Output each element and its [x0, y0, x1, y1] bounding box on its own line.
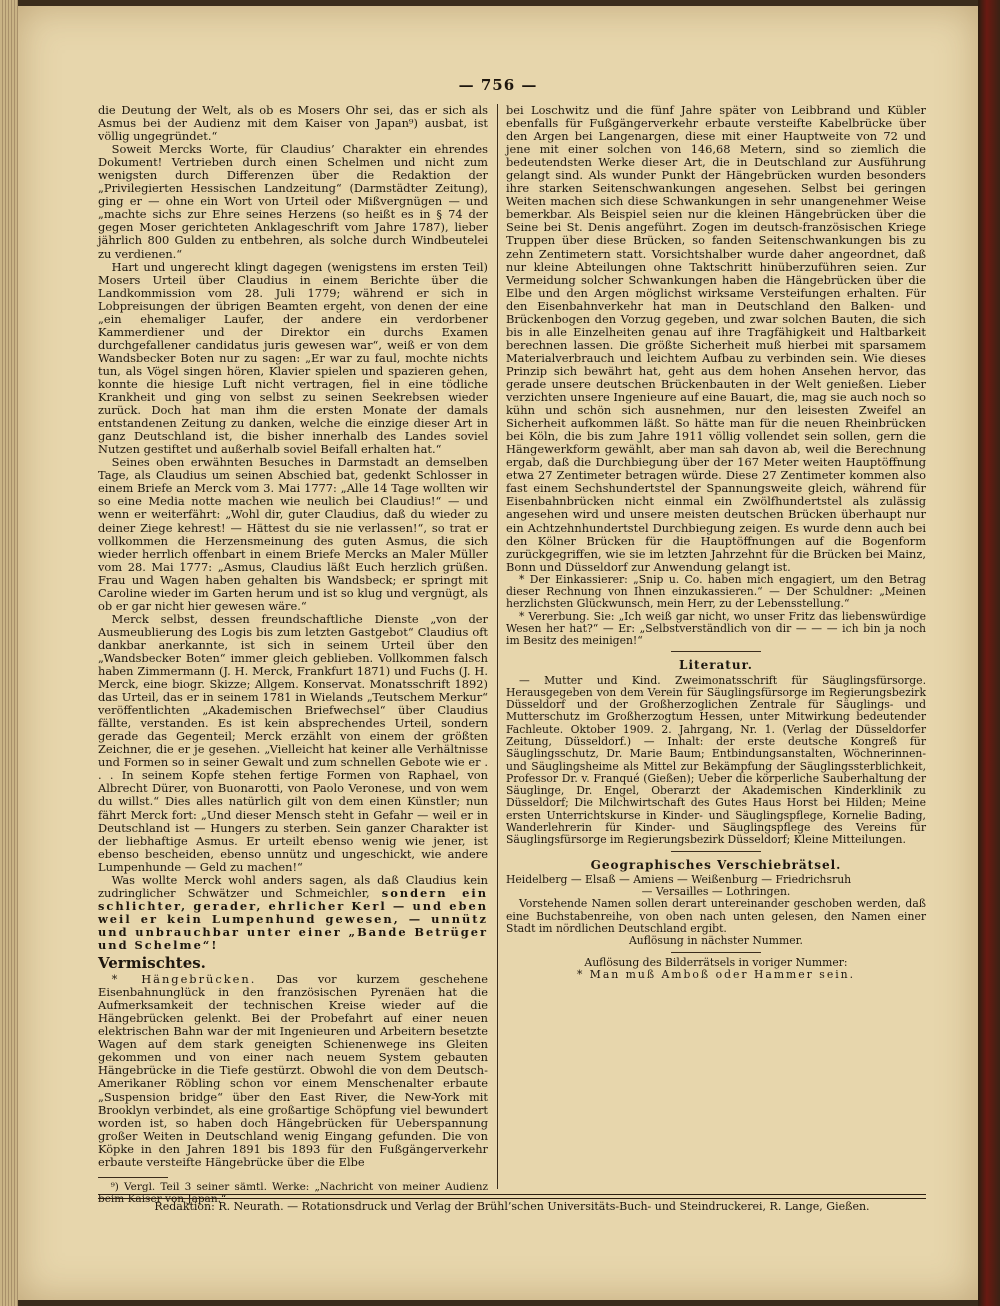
- paragraph: [98, 874, 488, 952]
- section-heading-vermischtes: Vermischtes.: [98, 954, 206, 973]
- footer-rule: [98, 1194, 926, 1199]
- book-page-edges: [0, 0, 18, 1306]
- imprint-footer: Redaktion: R. Neurath. — Rotationsdruck und Verlag der Brühl’schen Universitäts-Buch- und Steindruckerei, R. Lange, Gießen.: [154, 1200, 870, 1213]
- paragraph: Soweit Mercks Worte, für Claudius’ Charakter ein ehrendes Dokument! Vertrieben durch einen Schelmen und nicht zum wenigsten durch Differenzen über die Redaktion der „Privilegierten Hessischen Landzeitung“ (Darmstädter Zeitung), ging er — ohne ein Wort von Urteil oder Mißvergnügen — und „machte sichs zur Ehre seines Herzens (so heißt es in § 74 der gegen Moser gerichteten Anklageschrift vom Jahre 1787), lieber jährlich 800 Gulden zu entbehren, als solche durch Windbeutelei zu verdienen.“: [98, 142, 488, 261]
- literature-text: — Mutter und Kind. Zweimonatsschrift für Säuglingsfürsorge. Herausgegeben von dem Verein für Säuglingsfürsorge im Regierungsbezirk Düsseldorf und der Großherzoglichen Zentrale für Säuglings- und Mutterschutz im Großherzogtum Hessen, unter Mitwirkung bedeutender Fachleute. Oktober 1909. 2. Jahrgang, Nr. 1. (Verlag der Düsseldorfer Zeitung, Düsseldorf.) — Inhalt: der erste deutsche Kongreß für Säuglingsschutz, Dr. Marie Baum; Entbindungsanstalten, Wöchnerinnen- und Säuglingsheime als Mittel zur Bekämpfung der Säuglingssterblichkeit, Professor Dr. v. Franqué (Gießen); Ueber die körperliche Sauberhaltung der Säuglinge, Dr. Engel, Oberarzt der Akademischen Kinderklinik zu Düsseldorf; Die Milchwirtschaft des Gutes Haus Horst bei Hilden; Meine ersten Unterrichtskurse in Kinder- und Säuglingspflege, Kornelie Bading, Wanderlehrerin für Kinder- und Säuglingspflege des Vereins für Säuglingsfürsorge im Regierungsbezirk Düsseldorf; Kleine Mitteilungen.: [506, 673, 926, 847]
- paragraph: Hart und ungerecht klingt dagegen (wenigstens im ersten Teil) Mosers Urteil über Claudius in einem Berichte über die Landkommission vom 28. Juli 1779; während er sich in Lobpreisungen der übrigen Beamten ergeht, von denen der eine „ein ehemaliger Laufer, der andere ein verdorbener Kammerdiener und der Direktor ein durchs Examen durchgefallener candidatus juris gewesen war“, weiß er von dem Wandsbecker Boten nur zu sagen: „Er war zu faul, mochte nichts tun, als Vögel singen hören, Klavier spielen und spazieren gehen, konnte die hiesige Luft nicht vertragen, fiel in eine tödliche Krankheit und ging von selbst zu seinen Seekrebsen wieder zurück. Doch hat man ihm die ersten Monate der damals entstandenen Zeitung zu danken, welche die einzige dieser Art in ganz Deutschland ist, die bisher innerhalb des Landes soviel Nutzen gestiftet und außerhalb soviel Beifall erhalten hat.“: [98, 259, 488, 457]
- footnote-rule: [98, 1177, 168, 1178]
- literature-heading: Literatur.: [679, 658, 753, 673]
- left-column: [98, 103, 489, 1205]
- footnote: ⁹) Vergl. Teil 3 seiner sämtl. Werke: „Nachricht von meiner Audienz beim Kaiser von Japan.“: [98, 1180, 488, 1205]
- previous-solution-title: Auflösung des Bilderrätsels in voriger Nummer:: [584, 955, 848, 969]
- puzzle-heading: Geographisches Verschiebrätsel.: [590, 857, 842, 872]
- paragraph: Merck selbst, dessen freundschaftliche Dienste „von der Ausmeublierung des Logis bis zum letzten Gastgebot“ Claudius oft dankbar anerkannte, ist sich in seinem Urteil über den „Wandsbecker Boten“ immer gleich geblieben. Vollkommen falsch haben Zimmermann (J. H. Merck, Frankfurt 1871) und Fuchs (J. H. Merck, eine biogr. Skizze; Allgem. Konservat. Monatsschrift 1892) das Urteil, das er in seinem 1781 in Wielands „Teutschem Merkur“ veröffentlichten „Akademischen Briefwechsel“ über Claudius fällte, verstanden. Es ist kein absprechendes Urteil, sondern gerade das Gegenteil; Merck erzählt von einem der größten Zeichner, die er je gesehen. „Vielleicht hat keiner alle Verhältnisse und Formen so in seiner Gewalt und zum schnellen Gebote wie er . . . In seinem Kopfe stehen fertige Formen von Raphael, von Albrecht Dürer, von Buonarotti, von Paolo Veronese, und von wem du willst.“ Dies alles natürlich gilt von dem einen Künstler; nun fährt Merck fort: „Und dieser Mensch steht in Gefahr — weil er in Deutschland ist — Hungers zu sterben. Sein ganzer Charakter ist der liebhaftige Asmus. Er urteilt ebenso wenig wie jener, ist ebenso bescheiden, ebenso unnütz und ungeschickt, wie andere Lumpenhunde — Geld zu machen!“: [98, 611, 488, 874]
- book-binding-edge: [978, 0, 1000, 1306]
- anecdote-vererbung: * Vererbung. Sie: „Ich weiß gar nicht, wo unser Fritz das liebenswürdige Wesen her hat?“ — Er: „Selbstverständlich von dir — — — ich bin ja noch im Besitz des meinigen!“: [506, 609, 926, 648]
- paragraph: die Deutung der Welt, als ob es Mosers Ohr sei, das er sich als Asmus bei der Audienz mit dem Kaiser von Japan⁹) ausbat, ist völlig ungegründet.“: [98, 103, 488, 144]
- paragraph: Seines oben erwähnten Besuches in Darmstadt an demselben Tage, als Claudius um seinen Abschied bat, gedenkt Schlosser in einem Briefe an Merck vom 3. Mai 1777: „Alle 14 Tage wollten wir so eine Media notte machen wie neulich bei Claudius!“ — und wenn er weiterfährt: „Wohl dir, guter Claudius, daß du wieder zu deiner Ziege kehrest! — Hättest du sie nie verlassen!“, so trat er vollkommen die Herzensmeinung des guten Asmus, die sich wieder herrlich offenbart in einem Briefe Mercks an Maler Müller vom 28. Mai 1777: „Asmus, Claudius läßt Euch herzlich grüßen. Frau und Wagen haben gehalten bis Wandsbeck; er springt mit Caroline wieder im Garten herum und ist so klug und vergnügt, als ob er gar nicht hier gewesen wäre.“: [98, 455, 488, 613]
- separator-rule: [671, 651, 761, 652]
- paragraph: bei Loschwitz und die fünf Jahre später von Leibbrand und Kübler ebenfalls für Fußgängerverkehr erbaute versteifte Kabelbrücke über den Argen bei Langenargen, diese mit einer Hauptweite von 72 und jene mit einer solchen von 146,68 Metern, sind so ziemlich die bedeutendsten Werke dieser Art, die in Deutschland zur Ausführung gelangt sind. Als wunder Punkt der Hängebrücken wurden besonders ihre starken Seitenschwankungen angesehen. Selbst bei geringen Weiten machen sich diese Schwankungen in sehr unangenehmer Weise bemerkbar. Als Beispiel seien nur die kleinen Hängebrücken über die Seine bei St. Denis angeführt. Zogen im deutsch-französischen Kriege Truppen über diese Brücken, so fanden Seitenschwankungen bis zu zehn Zentimetern statt. Vorsichtshalber wurde daher angeordnet, daß nur kleine Abteilungen ohne Taktschritt hinüberzuführen seien. Zur Vermeidung solcher Schwankungen haben die Hängebrücken über die Elbe und den Argen möglichst wirksame Versteifungen erhalten. Für den Eisenbahnverkehr hat man in Deutschland den Balken- und Brückenbogen den Vorzug gegeben, und zwar solchen Bauten, die sich bis in alle Einzelheiten genau auf ihre Tragfähigkeit und Haltbarkeit berechnen lassen. Die größte Sicherheit muß hierbei mit sparsamem Materialverbrauch und leichtem Aufbau zu verbinden sein. Wie dieses Prinzip sich bewährt hat, geht aus dem hohen Ansehen hervor, das gerade unsere deutschen Brückenbauten in der Welt genießen. Lieber verzichten unsere Ingenieure auf eine Bauart, die, mag sie auch noch so kühn und schön sich ausnehmen, nur den leisesten Zweifel an Sicherheit aufkommen läßt. So hätte man für die neuen Rheinbrücken bei Köln, die bis zum Jahre 1911 völlig vollendet sein sollen, gern die Hängewerkform gewählt, aber man sah davon ab, weil die Berechnung ergab, daß die Durchbiegung über der 167 Meter weiten Hauptöffnung etwa 27 Zentimeter betragen würde. Diese 27 Zentimeter kommen also fast einem Sechshundertstel der Spannungsweite gleich, während für Eisenbahnbrücken nicht einmal ein Zwölfhundertstel als zulässig angesehen wird und unsere meisten deutschen Brücken überhaupt nur ein Achtzehnhundertstel Durchbiegung zeigen. Es wurde denn auch bei den Kölner Brücken für die Hauptöffnungen auf die Bogenform zurückgegriffen, wie sie im letzten Jahrzehnt für die Brücken bei Mainz, Bonn und Düsseldorf zur Anwendung gelangt ist.: [506, 103, 926, 574]
- column-divider: [497, 104, 498, 1189]
- emphasized-text: sondern ein schlichter, gerader, ehrlicher Kerl — und eben weil er kein Lumpenhund gewesen, — unnütz und unbrauchbar unter einer „Bande Betrüger und Schelme“!: [98, 885, 488, 952]
- article-haengebruecken: [98, 973, 488, 1169]
- page-number: — 756 —: [458, 76, 538, 94]
- puzzle-line: Heidelberg — Elsaß — Amiens — Weißenburg — Friedrichsruh: [506, 872, 852, 886]
- puzzle-instructions: Vorstehende Namen sollen derart untereinander geschoben werden, daß eine Buchstabenreihe, von oben nach unten gelesen, den Namen einer Stadt im nördlichen Deutschland ergibt.: [506, 897, 926, 935]
- previous-solution-text: * Man muß Amboß oder Hammer sein.: [576, 967, 856, 981]
- separator-rule: [671, 851, 761, 852]
- separator-rule: [671, 952, 761, 953]
- anecdote-einkassierer: * Der Einkassierer: „Snip u. Co. haben mich engagiert, um den Betrag dieser Rechnung von Ihnen einzukassieren.“ — Der Schuldner: „Meinen herzlichsten Glückwunsch, mein Herr, zu der Lebensstellung.“: [506, 572, 926, 611]
- puzzle-line: — Versailles — Lothringen.: [641, 885, 791, 899]
- article-lead: * Hängebrücken.: [111, 972, 257, 987]
- article-text: Das vor kurzem geschehene Eisenbahnunglück in den französischen Pyrenäen hat die Aufmerksamkeit der technischen Kreise wieder auf die Hängebrücken gelenkt. Bei der Probefahrt auf einer neuen elektrischen Bahn war der mit Ingenieuren und Arbeitern besetzte Wagen auf dem stark geneigten Schienenwege ins Gleiten gekommen und von einer nach neuem System gebauten Hängebrücke in die Tiefe gestürzt. Obwohl die von dem Deutsch-Amerikaner Röbling schon vor einem Menschenalter erbaute „Suspension bridge“ über den East River, die New-York mit Brooklyn verbindet, als eine großartige Schöpfung viel bewundert worden ist, so haben doch Hängebrücken für Ueberspannung großer Weiten in Deutschland wenig Eingang gefunden. Die von Köpke in den Jahren 1891 bis 1893 für den Fußgängerverkehr erbaute versteifte Hängebrücke über die Elbe: [98, 972, 489, 1169]
- right-column: [506, 104, 926, 1189]
- puzzle-solution-note: Auflösung in nächster Nummer.: [628, 934, 803, 948]
- paragraph-text: Was wollte Merck wohl anders sagen, als daß Claudius kein zudringlicher Schwätzer und Schmeichler,: [98, 872, 488, 900]
